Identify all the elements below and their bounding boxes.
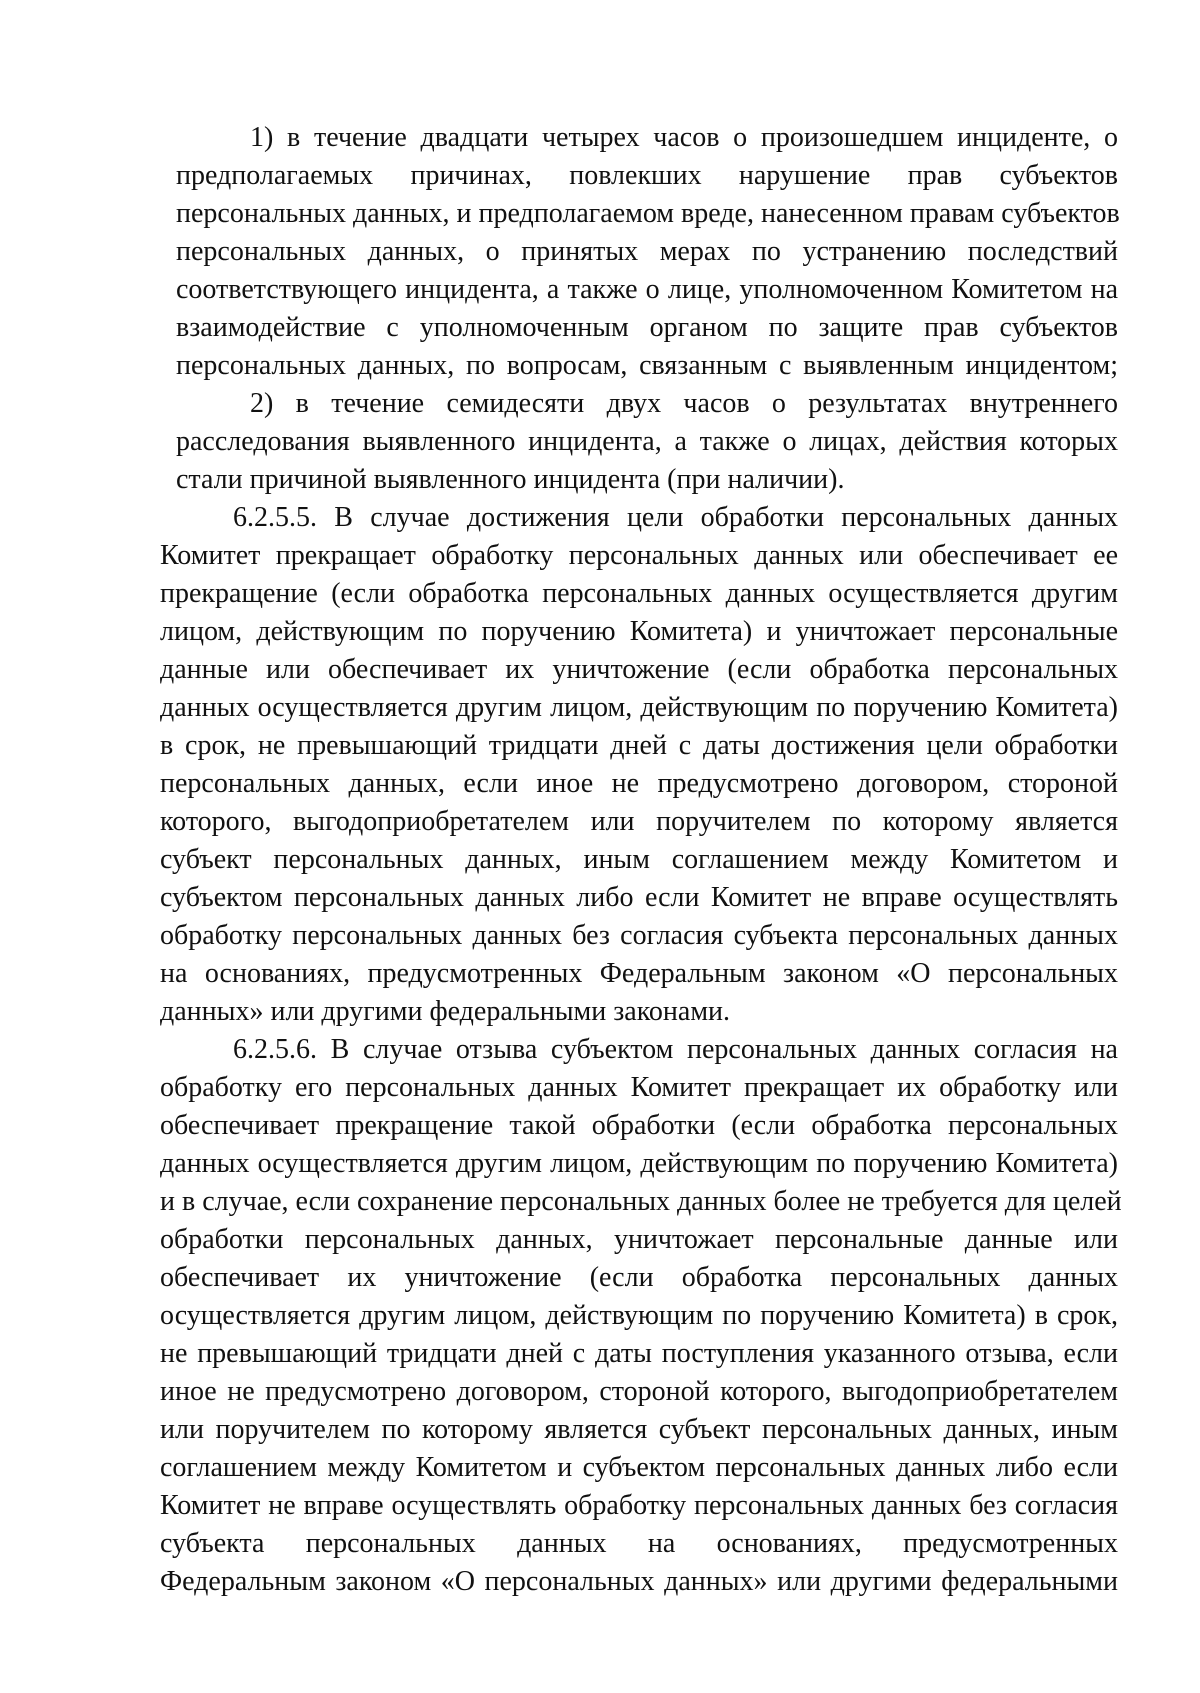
item-2-line-2: расследования выявленного инцидента, а также о лицах, действия которых (176, 426, 1118, 457)
clause-6-2-5-6-line-11: или поручителем по которому является субъект персональных данных, иным (160, 1414, 1118, 1445)
clause-6-2-5-5-line-8: персональных данных, если иное не предусмотрено договором, стороной (160, 768, 1118, 799)
clause-6-2-5-6-line-4: данных осуществляется другим лицом, действующим по поручению Комитета) (160, 1148, 1118, 1179)
item-1-line-7: персональных данных, по вопросам, связанным с выявленным инцидентом; (176, 350, 1118, 381)
item-1-line-2: предполагаемых причинах, повлекших нарушение прав субъектов (176, 160, 1118, 191)
item-1-line-6: взаимодействие с уполномоченным органом по защите прав субъектов (176, 312, 1118, 343)
clause-6-2-5-6-line-3: обеспечивает прекращение такой обработки (если обработка персональных (160, 1110, 1118, 1141)
clause-6-2-5-5-line-3: прекращение (если обработка персональных данных осуществляется другим (160, 578, 1118, 609)
item-2-line-1: 2) в течение семидесяти двух часов о результатах внутреннего (250, 388, 1118, 419)
clause-6-2-5-5-line-5: данные или обеспечивает их уничтожение (если обработка персональных (160, 654, 1118, 685)
clause-6-2-5-6-line-8: осуществляется другим лицом, действующим по поручению Комитета) в срок, (160, 1300, 1118, 1331)
clause-6-2-5-6-line-13: Комитет не вправе осуществлять обработку персональных данных без согласия (160, 1490, 1118, 1521)
item-1-line-5: соответствующего инцидента, а также о лице, уполномоченном Комитетом на (176, 274, 1118, 305)
clause-6-2-5-5-line-9: которого, выгодоприобретателем или поручителем по которому является (160, 806, 1118, 837)
clause-6-2-5-6-line-1: 6.2.5.6. В случае отзыва субъектом персональных данных согласия на (233, 1034, 1118, 1065)
clause-6-2-5-5-line-1: 6.2.5.5. В случае достижения цели обработки персональных данных (233, 502, 1118, 533)
clause-6-2-5-5-line-11: субъектом персональных данных либо если Комитет не вправе осуществлять (160, 882, 1118, 913)
clause-6-2-5-5-line-2: Комитет прекращает обработку персональных данных или обеспечивает ее (160, 540, 1118, 571)
item-1-line-3: персональных данных, и предполагаемом вреде, нанесенном правам субъектов (176, 198, 1120, 229)
clause-6-2-5-5-line-14: данных» или другими федеральными законами. (160, 996, 731, 1027)
clause-6-2-5-6-line-9: не превышающий тридцати дней с даты поступления указанного отзыва, если (160, 1338, 1118, 1369)
item-2-line-3: стали причиной выявленного инцидента (при наличии). (176, 464, 845, 495)
clause-6-2-5-6-line-15: Федеральным законом «О персональных данных» или другими федеральными (160, 1566, 1118, 1597)
clause-6-2-5-5-line-13: на основаниях, предусмотренных Федеральным законом «О персональных (160, 958, 1118, 989)
clause-6-2-5-5-line-10: субъект персональных данных, иным соглашением между Комитетом и (160, 844, 1118, 875)
item-1-line-1: 1) в течение двадцати четырех часов о произошедшем инциденте, о (250, 122, 1118, 153)
clause-6-2-5-6-line-2: обработку его персональных данных Комитет прекращает их обработку или (160, 1072, 1118, 1103)
item-1-line-4: персональных данных, о принятых мерах по устранению последствий (176, 236, 1118, 267)
clause-6-2-5-6-line-12: соглашением между Комитетом и субъектом персональных данных либо если (160, 1452, 1118, 1483)
clause-6-2-5-6-line-6: обработки персональных данных, уничтожает персональные данные или (160, 1224, 1118, 1255)
clause-6-2-5-6-line-7: обеспечивает их уничтожение (если обработка персональных данных (160, 1262, 1118, 1293)
clause-6-2-5-6-line-10: иное не предусмотрено договором, стороной которого, выгодоприобретателем (160, 1376, 1118, 1407)
clause-6-2-5-6-line-14: субъекта персональных данных на основаниях, предусмотренных (160, 1528, 1118, 1559)
clause-6-2-5-5-line-4: лицом, действующим по поручению Комитета) и уничтожает персональные (160, 616, 1118, 647)
clause-6-2-5-5-line-12: обработку персональных данных без согласия субъекта персональных данных (160, 920, 1118, 951)
clause-6-2-5-6-line-5: и в случае, если сохранение персональных данных более не требуется для целей (160, 1186, 1122, 1217)
clause-6-2-5-5-line-7: в срок, не превышающий тридцати дней с даты достижения цели обработки (160, 730, 1118, 761)
clause-6-2-5-5-line-6: данных осуществляется другим лицом, действующим по поручению Комитета) (160, 692, 1118, 723)
